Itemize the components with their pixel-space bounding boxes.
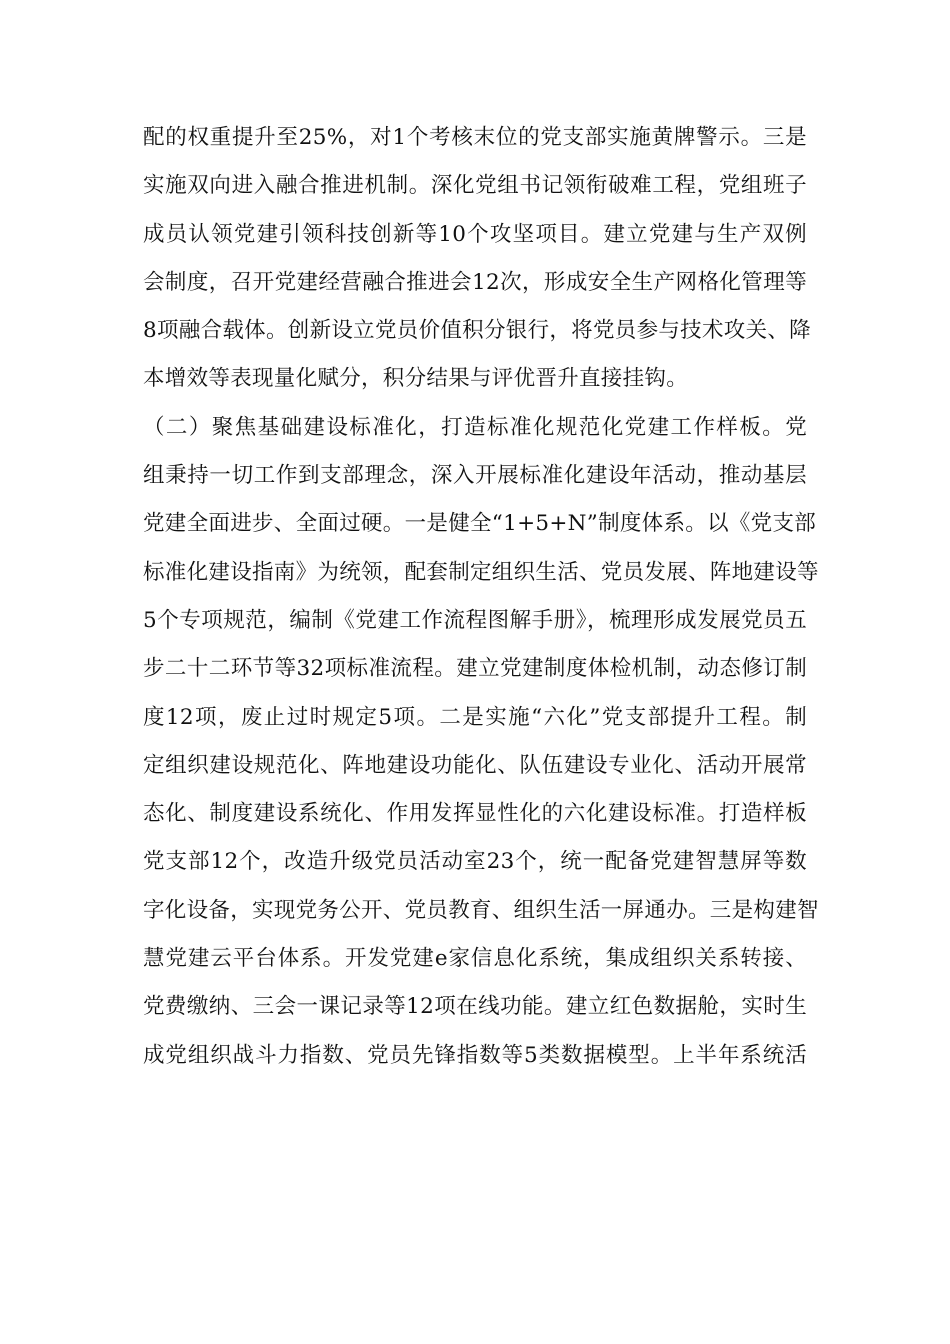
- text-line: 5个专项规范，编制《党建工作流程图解手册》，梳理形成发展党员五: [143, 607, 807, 633]
- text-line: 成党组织战斗力指数、党员先锋指数等5类数据模型。上半年系统活: [143, 1042, 807, 1068]
- section-heading-line: （二）聚焦基础建设标准化，打造标准化规范化党建工作样板。党: [143, 414, 807, 440]
- text-line: 党支部12个，改造升级党员活动室23个，统一配备党建智慧屏等数: [143, 849, 807, 875]
- text-line: 党建全面进步、全面过硬。一是健全“1+5+N”制度体系。以《党支部: [143, 511, 817, 537]
- text-line: 慧党建云平台体系。开发党建e家信息化系统，集成组织关系转接、: [143, 946, 807, 972]
- text-line: 成员认领党建引领科技创新等10个攻坚项目。建立党建与生产双例: [143, 221, 807, 247]
- text-line: 定组织建设规范化、阵地建设功能化、队伍建设专业化、活动开展常: [143, 752, 807, 778]
- body-text: [143, 114, 819, 1080]
- text-line-paragraph-end: 本增效等表现量化赋分，积分结果与评优晋升直接挂钩。: [143, 366, 689, 392]
- text-line: 8项融合载体。创新设立党员价值积分银行，将党员参与技术攻关、降: [143, 318, 811, 344]
- text-line: 态化、制度建设系统化、作用发挥显性化的六化建设标准。打造样板: [143, 801, 807, 827]
- text-line: 实施双向进入融合推进机制。深化党组书记领衔破难工程，党组班子: [143, 173, 807, 199]
- text-line: 标准化建设指南》为统领，配套制定组织生活、党员发展、阵地建设等: [143, 559, 819, 585]
- text-line: 会制度，召开党建经营融合推进会12次，形成安全生产网格化管理等: [143, 269, 807, 295]
- text-line: 字化设备，实现党务公开、党员教育、组织生活一屏通办。三是构建智: [143, 897, 819, 923]
- text-line: 党费缴纳、三会一课记录等12项在线功能。建立红色数据舱，实时生: [143, 994, 807, 1020]
- text-line: 度12项，废止过时规定5项。二是实施“六化”党支部提升工程。制: [143, 704, 807, 730]
- text-line: 组秉持一切工作到支部理念，深入开展标准化建设年活动，推动基层: [143, 463, 807, 489]
- text-line: 步二十二环节等32项标准流程。建立党建制度体检机制，动态修订制: [143, 656, 807, 682]
- text-line: 配的权重提升至25%，对1个考核末位的党支部实施黄牌警示。三是: [143, 125, 807, 150]
